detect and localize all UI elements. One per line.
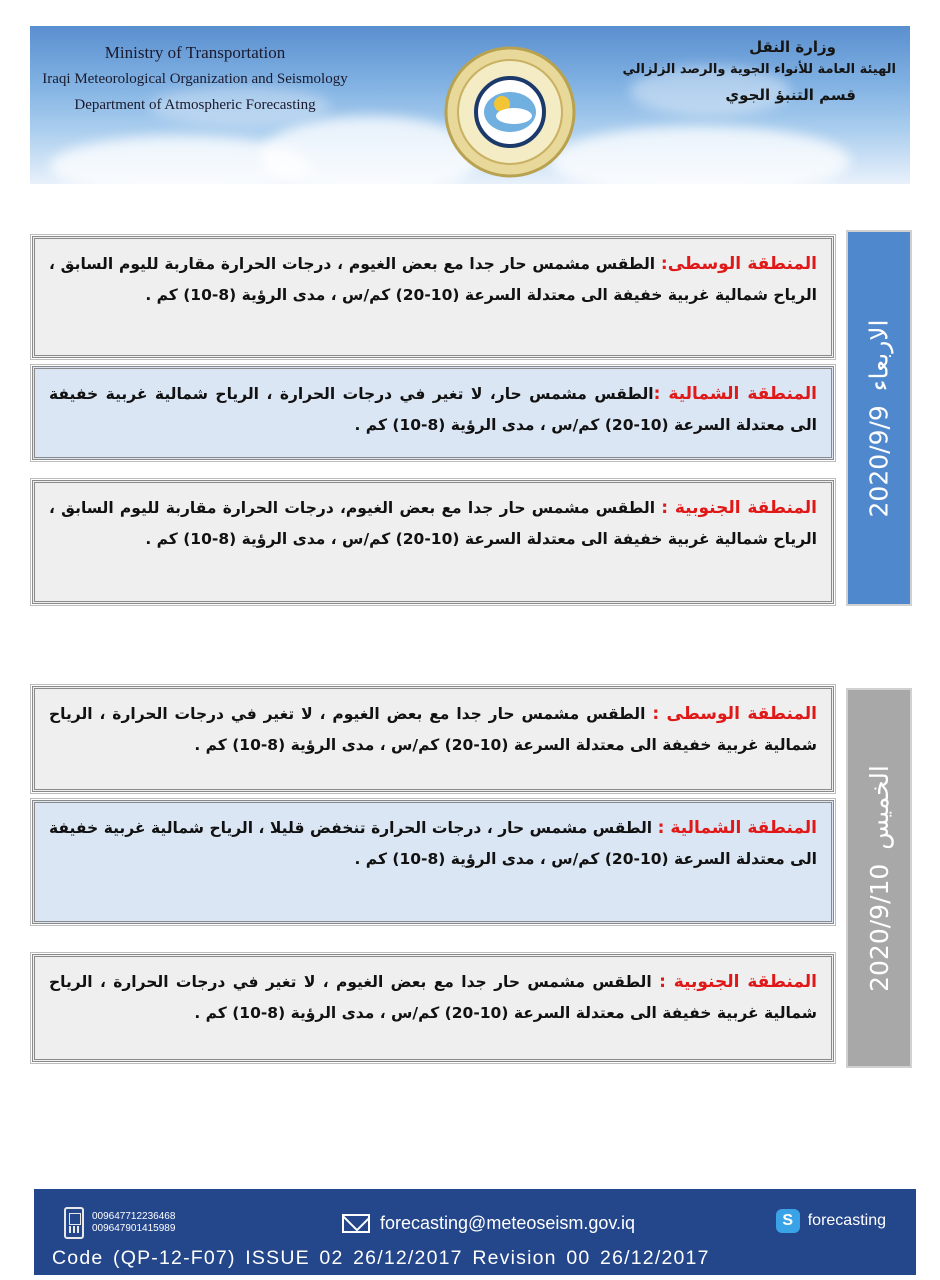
skype-icon: S	[776, 1209, 800, 1233]
region-text: الطقس مشمس حار ، درجات الحرارة تنخفض قليلا ، الرياح شمالية غربية خفيفة الى معتدلة السرعة (10-20) كم/س ، مدى الرؤية (8-10) كم .	[49, 819, 817, 868]
document-code-line: Code (QP-12-F07) ISSUE 02 26/12/2017 Revision 00 26/12/2017	[52, 1247, 710, 1269]
region-text: الطقس مشمس حار جدا مع بعض الغيوم ، لا تغير في درجات الحرارة ، الرياح شمالية غربية خفيفة الى معتدلة السرعة (10-20) كم/س ، مدى الرؤية (8-10) كم .	[49, 705, 817, 754]
day-name-2: الخميس	[864, 764, 894, 850]
date-tab-2	[846, 688, 912, 1068]
region-text: الطقس مشمس حار، لا تغير في درجات الحرارة ، الرياح شمالية غربية خفيفة الى معتدلة السرعة (10-20) كم/س ، مدى الرؤية (8-10) كم .	[49, 385, 817, 434]
day-name-1: الاربعاء	[864, 319, 894, 391]
phone-icon	[64, 1207, 84, 1239]
ministry-en: Ministry of Transportation	[104, 43, 286, 62]
region-label: المنطقة الجنوبية :	[659, 972, 817, 992]
date-1: 2020/9/9	[864, 404, 894, 517]
region-label: المنطقة الوسطى :	[652, 704, 817, 724]
region-central-day2	[32, 686, 834, 792]
department-en: Department of Atmospheric Forecasting	[74, 97, 316, 113]
region-label: المنطقة الوسطى:	[660, 254, 817, 274]
footer	[34, 1189, 916, 1275]
phone-number-2: 009647901415989	[92, 1223, 176, 1234]
region-label: المنطقة الشمالية :	[657, 818, 817, 838]
department-ar: قسم التنبؤ الجوي	[725, 86, 856, 104]
email-address[interactable]: forecasting@meteoseism.gov.iq	[380, 1213, 636, 1233]
phone-number-1: 009647712236468	[92, 1211, 176, 1222]
organization-en: Iraqi Meteorological Organization and Seismology	[42, 71, 348, 87]
region-north-day2	[32, 800, 834, 924]
region-central-day1	[32, 236, 834, 358]
organization-ar: الهيئة العامة للأنواء الجوية والرصد الزلزالي	[622, 62, 896, 77]
header-banner	[30, 26, 910, 184]
ministry-ar: وزارة النقل	[749, 38, 836, 56]
date-tab-1	[846, 230, 912, 606]
region-text: الطقس مشمس حار جدا مع بعض الغيوم، درجات الحرارة مقاربة لليوم السابق ، الرياح شمالية غربية خفيفة الى معتدلة السرعة (10-20) كم/س ، مدى الرؤية (8-10) كم .	[49, 499, 817, 548]
header-arabic-text	[596, 36, 896, 108]
header-english-text	[30, 40, 360, 118]
footer-phone	[64, 1207, 175, 1239]
organization-logo-icon	[442, 44, 578, 180]
region-text: الطقس مشمس حار جدا مع بعض الغيوم ، درجات الحرارة مقاربة لليوم السابق ، الرياح شمالية غربية خفيفة الى معتدلة السرعة (10-20) كم/س ، مدى الرؤية (8-10) كم .	[49, 255, 817, 304]
region-south-day2	[32, 954, 834, 1062]
footer-skype[interactable]	[776, 1209, 886, 1233]
region-text: الطقس مشمس حار جدا مع بعض الغيوم ، لا تغير في درجات الحرارة ، الرياح شمالية غربية خفيفة الى معتدلة السرعة (10-20) كم/س ، مدى الرؤية (8-10) كم .	[49, 973, 817, 1022]
mail-icon	[342, 1214, 370, 1233]
region-label: المنطقة الجنوبية :	[661, 498, 817, 518]
region-north-day1	[32, 366, 834, 460]
date-2: 2020/9/10	[864, 863, 894, 992]
region-south-day1	[32, 480, 834, 604]
skype-handle: forecasting	[807, 1212, 886, 1229]
footer-email[interactable]	[342, 1213, 635, 1234]
region-label: المنطقة الشمالية :	[653, 384, 817, 404]
